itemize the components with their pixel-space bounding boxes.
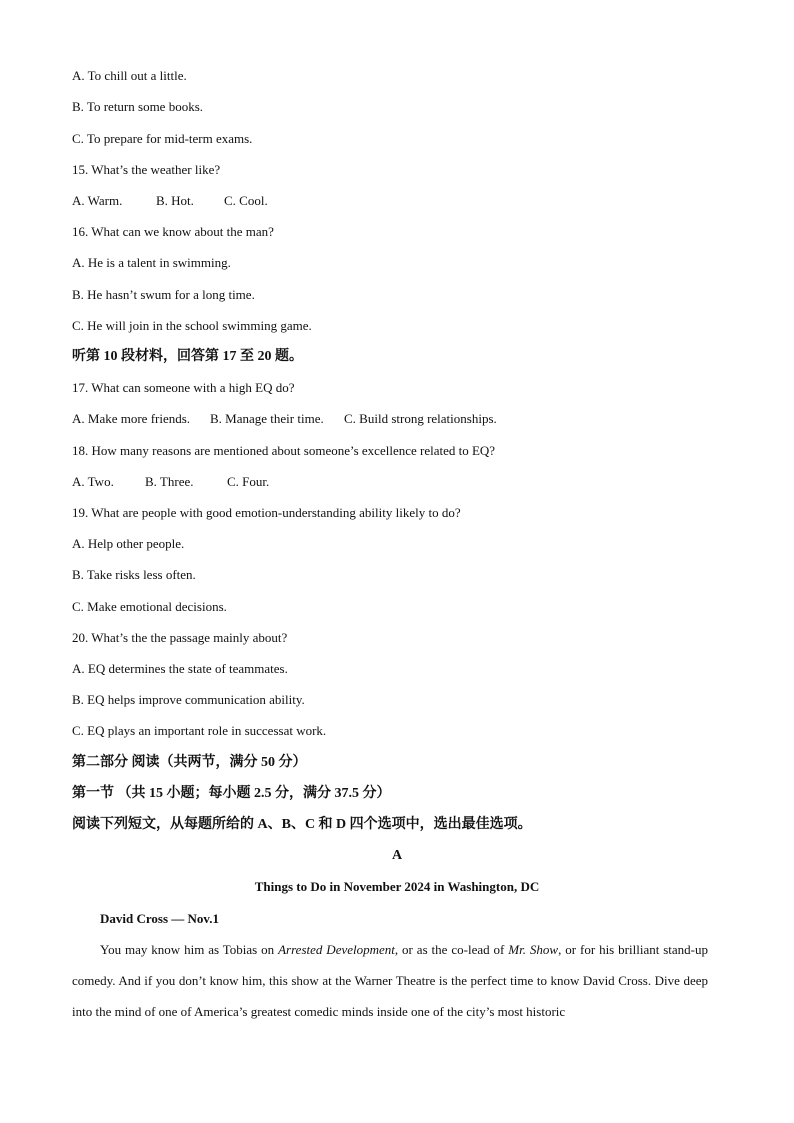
q18-option-c: C. Four.: [227, 474, 270, 489]
passage-paragraph: [72, 934, 708, 1027]
q17-option-a: A. Make more friends.: [72, 411, 191, 426]
passage-title: Things to Do in November 2024 in Washington, DC: [254, 879, 540, 894]
passage-letter: A: [391, 848, 403, 863]
q16-option-b: B. He hasn’t swum for a long time.: [72, 287, 255, 302]
section10-instruction: 听第 10 段材料，回答第 17 至 20 题。: [72, 349, 303, 364]
q14-option-c: C. To prepare for mid-term exams.: [72, 131, 253, 146]
q14-option-b: B. To return some books.: [72, 99, 204, 114]
q15-option-c: C. Cool.: [224, 193, 268, 208]
part2-heading: 第二部分 阅读（共两节，满分 50 分）: [72, 755, 307, 770]
paragraph-text-1: You may know him as Tobias on: [100, 942, 279, 957]
q18-option-b: B. Three.: [145, 474, 194, 489]
q18-option-a: A. Two.: [72, 474, 114, 489]
q19-option-c: C. Make emotional decisions.: [72, 599, 227, 614]
q17-stem: 17. What can someone with a high EQ do?: [72, 380, 295, 395]
q19-stem: 19. What are people with good emotion-understanding ability likely to do?: [72, 505, 461, 520]
q17-option-c: C. Build strong relationships.: [344, 411, 497, 426]
q16-stem: 16. What can we know about the man?: [72, 224, 274, 239]
q20-option-b: B. EQ helps improve communication ability.: [72, 692, 305, 707]
q20-stem: 20. What’s the the passage mainly about?: [72, 630, 288, 645]
q16-option-c: C. He will join in the school swimming game.: [72, 318, 312, 333]
paragraph-text-2: , or as the co-lead of: [394, 942, 509, 957]
q15-option-b: B. Hot.: [156, 193, 194, 208]
show-title-mr-show: Mr. Show: [508, 942, 559, 957]
part2-instruction: 阅读下列短文，从每题所给的 A、B、C 和 D 四个选项中，选出最佳选项。: [72, 817, 532, 832]
q15-option-a: A. Warm.: [72, 193, 123, 208]
q17-option-b: B. Manage their time.: [210, 411, 324, 426]
q20-option-c: C. EQ plays an important role in successat work.: [72, 723, 327, 738]
q18-options: [72, 474, 269, 490]
paragraph-text-3: , or for his brilliant stand-up comedy. And if you don’t know him, this show at the Warner Theatre is the perfect time to know David Cross. Dive deep into the mind of one of America’s greatest comedic minds inside one of the city’s most historic: [72, 942, 709, 1019]
q17-options: [72, 411, 497, 427]
q20-option-a: A. EQ determines the state of teammates.: [72, 661, 288, 676]
show-title-arrested-development: Arrested Development: [278, 942, 395, 957]
q19-option-a: A. Help other people.: [72, 536, 185, 551]
q16-option-a: A. He is a talent in swimming.: [72, 255, 231, 270]
event-heading: David Cross — Nov.1: [100, 911, 219, 926]
q15-stem: 15. What’s the weather like?: [72, 162, 221, 177]
part2-section1-heading: 第一节 （共 15 小题；每小题 2.5 分，满分 37.5 分）: [72, 786, 391, 801]
q14-option-a: A. To chill out a little.: [72, 68, 187, 83]
q15-options: [72, 193, 268, 209]
q18-stem: 18. How many reasons are mentioned about someone’s excellence related to EQ?: [72, 443, 496, 458]
q19-option-b: B. Take risks less often.: [72, 567, 196, 582]
